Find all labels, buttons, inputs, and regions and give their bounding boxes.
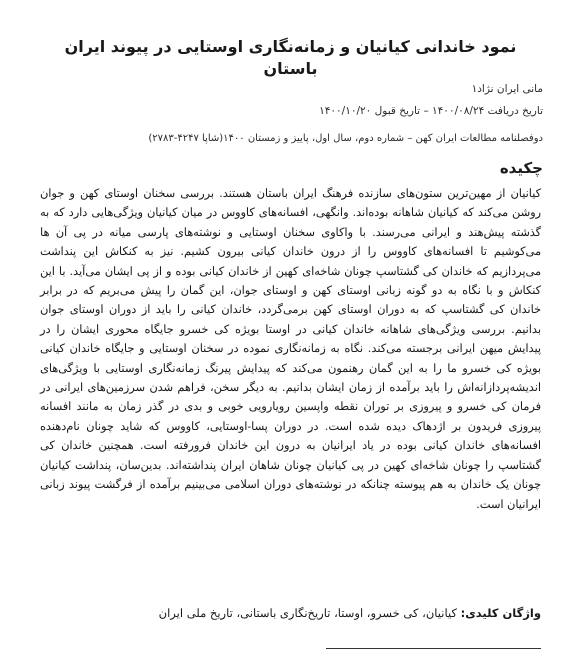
footnote-divider <box>326 648 541 649</box>
keywords-label: واژگان کلیدی: <box>460 606 541 620</box>
keywords-line <box>40 604 541 622</box>
author-name: مانی ایران نژاد۱ <box>471 83 543 95</box>
submission-dates: تاریخ دریافت ۱۴۰۰/۰۸/۲۴ – تاریخ قبول ۱۴۰۰/۱۰/۲۰ <box>319 105 543 117</box>
abstract-heading: چکیده <box>499 159 543 177</box>
abstract-body: کیانیان از مهین‌ترین ستون‌های سازنده فرهنگ ایران باستان هستند. بررسی سخنان اوستای کهن و جوان روشن می‌کند که کیانیان شاهانه بوده‌اند. وانگهی، افسانه‌های کاووس در میان کیانیان ویژگی‌هایی دارد که به گذشته پیش‌هند و ایرانی می‌رسند. با واکاوی سخنان اوستایی و نوشته‌های پارسی میانه در پی آن ها می‌کوشیم تا افسانه‌های کاووس را از درون خاندان کیانی بیرون کشیم. نیز به کنکاش این پنداشت می‌پردازیم که خاندان کی گشتاسپ چونان شاخه‌ای کهین از خاندان کیانی بوده و از پی ایشان می‌آید. با این کنکاش و با نگاه به دو گونه زبانی اوستای کهن و اوستای جوان، این گمان را پیش می‌بریم که در برابر خاندان کی گشتاسپ که به دوران اوستای کهن برمی‌گردد، خاندان کیانی را باید از دوران اوستای جوان بدانیم. بررسی ویژگی‌های شاهانه خاندان کیانی در اوستا بویژه کی خسرو جایگاه محوری ایشان را در پیدایش میهن ایرانی برجسته می‌کند. نگاه به زمانه‌نگاری نموده در سخنان اوستایی و جایگاه خاندان کیانی بویژه کی خسرو ما را به این گمان رهنمون می‌کند که پیدایش پیرنگ زمانه‌نگاری اوستایی با ویژگی‌های اندیشه‌پردازانه‌اش را باید برآمده از زمان ایشان بدانیم. به دیگر سخن، فراهم شدن سرزمین‌های ایرانی در فرمان کی خسرو و پیروزی بر توران نقطه واپسین رویارویی خوبی و بدی در گذر زمان به مانند افسانه پیروزی فریدون بر اژدهاک دیده شده است. در دوران پسا-اوستایی، کاووس که شاید چونان نام‌دهنده افسانه‌های خاندان کیانی بوده در یاد ایرانیان به درون این خاندان فرورفته است. همچنین خاندان کی گشتاسپ را چونان شاخه‌ای کهین در پی کیانیان چونان شاهان ایران پنداشته‌اند. بدین‌سان، پنداشت کیانیان چونان یک خاندان به هم پیوسته چنانکه در نوشته‌های دوران اسلامی می‌بینیم برآمده از فرگشت پیوند زبانی ایرانیان است. <box>40 187 541 511</box>
paper-title: نمود خاندانی کیانیان و زمانه‌نگاری اوستایی در پیوند ایران باستان <box>64 37 517 78</box>
journal-citation: دوفصلنامه مطالعات ایران کهن – شماره دوم، سال اول، پاییز و زمستان ۱۴۰۰(شاپا ۴۲۴۷-۲۷۸۳) <box>148 133 543 144</box>
keywords-list: کیانیان، کی خسرو، اوستا، تاریخ‌نگاری باستانی، تاریخ ملی ایران <box>158 606 457 620</box>
